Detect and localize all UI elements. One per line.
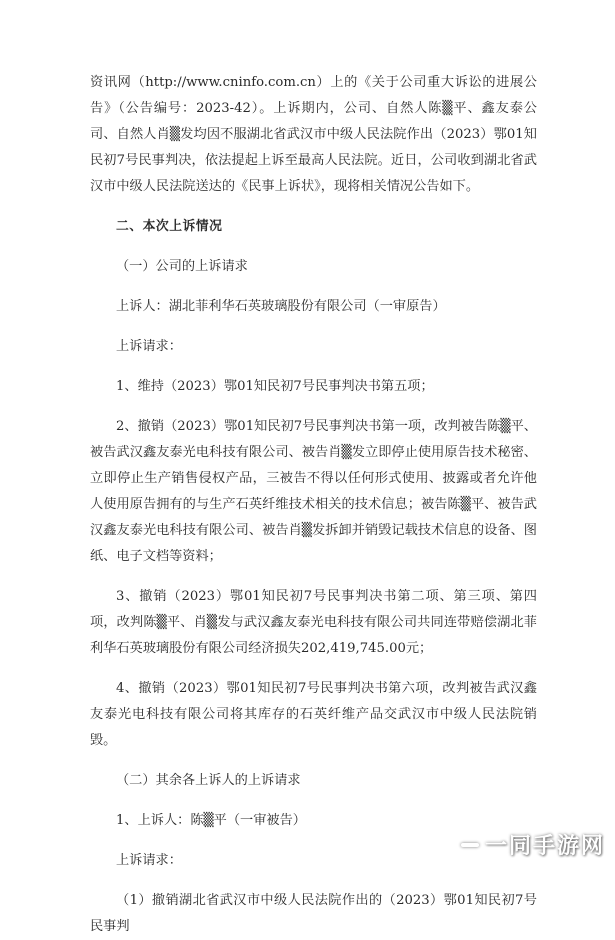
appeal-request-3: 3、撤销（2023）鄂01知民初7号民事判决书第二项、第三项、第四项，改判陈▒平、肖▒发与武汉鑫友泰光电科技有限公司共同连带赔偿湖北菲利华石英玻璃股份有限公司经济损失202,419,745.00元； xyxy=(90,589,537,656)
site-watermark-logo xyxy=(461,829,605,860)
appeal-request-4: 4、撤销（2023）鄂01知民初7号民事判决书第六项，改判被告武汉鑫友泰光电科技有限公司将其库存的石英纤维产品交武汉市中级人民法院销毁。 xyxy=(90,681,537,748)
appellant-individual: 1、上诉人：陈▒平（一审被告） xyxy=(116,813,306,828)
sub-heading-company-appeal: （一）公司的上诉请求 xyxy=(116,259,248,274)
appeal-requests-label: 上诉请求： xyxy=(116,339,182,354)
appeal-request-1: 1、维持（2023）鄂01知民初7号民事判决书第五项； xyxy=(116,379,434,394)
dash-icon xyxy=(461,843,479,847)
sub-heading-other-appeals: （二）其余各上诉人的上诉请求 xyxy=(116,773,301,788)
appeal-requests-label-2: 上诉请求： xyxy=(116,853,182,868)
appeal-request-individual-1: （1）撤销湖北省武汉市中级人民法院作出的（2023）鄂01知民初7号民事判 xyxy=(90,893,537,934)
intro-paragraph: 资讯网（http://www.cninfo.com.cn）上的《关于公司重大诉讼的进展公告》（公告编号：2023-42）。上诉期内，公司、自然人陈▒平、鑫友泰公司、自然人肖▒发均因不服湖北省武汉市中级人民法院作出（2023）鄂01知民初7号民事判决，依法提起上诉至最高人民法院。近日，公司收到湖北省武汉市中级人民法院送达的《民事上诉状》，现将相关情况公告如下。 xyxy=(90,75,537,194)
appellant-company: 上诉人：湖北菲利华石英玻璃股份有限公司（一审原告） xyxy=(116,299,446,314)
appeal-request-2: 2、撤销（2023）鄂01知民初7号民事判决书第一项，改判被告陈▒平、被告武汉鑫友泰光电科技有限公司、被告肖▒发立即停止使用原告技术秘密、立即停止生产销售侵权产品，三被告不得以任何形式使用、披露或者允许他人使用原告拥有的与生产石英纤维技术相关的技术信息；被告陈▒平、被告武汉鑫友泰光电科技有限公司、被告肖▒发拆卸并销毁记载技术信息的设备、图纸、电子文档等资料； xyxy=(90,419,537,564)
watermark-text: 一同手游网 xyxy=(484,834,605,859)
section-heading: 二、本次上诉情况 xyxy=(116,219,223,234)
